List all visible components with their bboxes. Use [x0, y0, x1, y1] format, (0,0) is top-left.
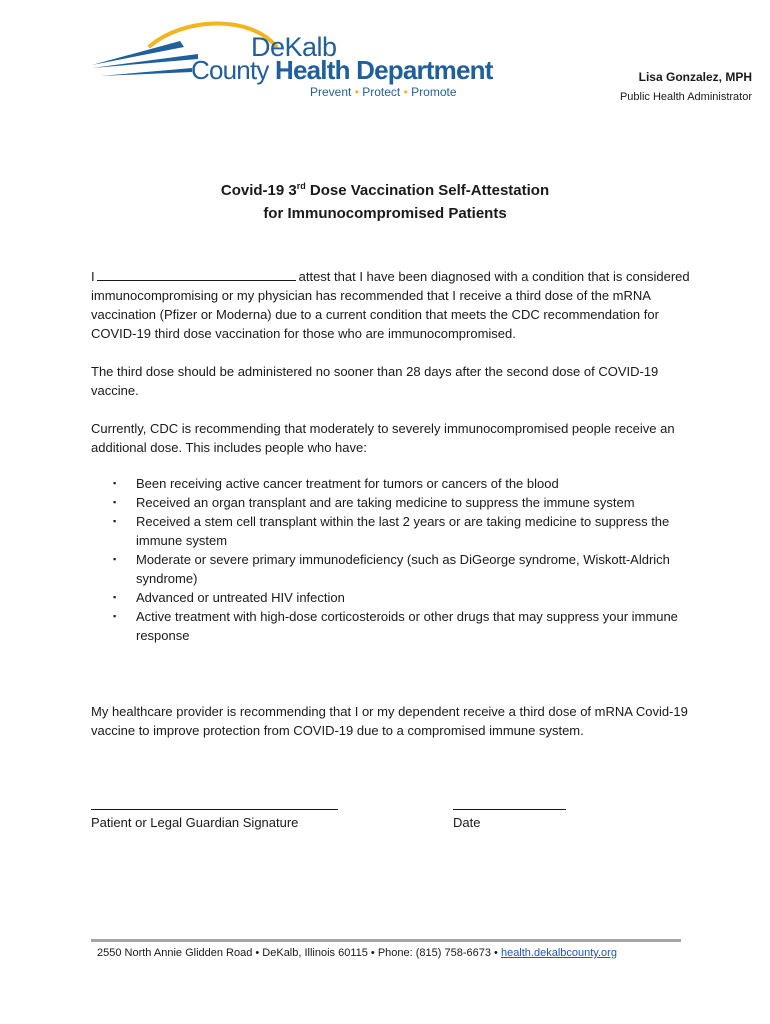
attestation-text: attest that I have been diagnosed with a condition that is considered immunocompromising or my physician has recommended that I receive a third dose of the mRNA vaccination (Pfizer or Moderna) due to a current condition that meets the CDC recommendation for COVID-19 third dose vaccination for those who are immunocompromised.	[91, 269, 690, 341]
document-title	[0, 179, 770, 225]
condition-list	[91, 474, 691, 645]
footer-divider	[91, 939, 681, 942]
tagline-prevent: Prevent	[310, 85, 352, 99]
title-line-1	[0, 179, 770, 202]
administrator-block	[620, 70, 752, 104]
list-item	[91, 550, 691, 588]
tagline-dot: •	[354, 85, 359, 99]
bullet-icon: ▪	[113, 592, 117, 602]
bullet-icon: ▪	[113, 497, 117, 507]
date-label: Date	[453, 815, 481, 830]
administrator-name: Lisa Gonzalez, MPH	[638, 70, 752, 84]
bullet-icon: ▪	[113, 478, 117, 488]
signature-label: Patient or Legal Guardian Signature	[91, 815, 299, 830]
list-item	[91, 512, 691, 550]
administrator-title: Public Health Administrator	[619, 91, 752, 103]
list-item-text: Advanced or untreated HIV infection	[136, 590, 345, 605]
tagline-dot: •	[403, 85, 408, 99]
list-item-text: Moderate or severe primary immunodeficiency (such as DiGeorge syndrome, Wiskott-Aldrich syndrome)	[136, 552, 670, 586]
list-item	[91, 493, 691, 512]
footer-address: 2550 North Annie Glidden Road • DeKalb, Illinois 60115 • Phone: (815) 758-6673 •	[97, 947, 501, 959]
footer-contact	[97, 946, 617, 961]
logo-health-department-text: Health Department	[275, 55, 493, 85]
signature-line[interactable]	[91, 809, 338, 810]
logo-line-county-health	[191, 57, 493, 83]
list-item	[91, 588, 691, 607]
logo-tagline	[310, 86, 457, 98]
title-text-end: Dose Vaccination Self-Attestation	[305, 182, 550, 199]
title-ordinal-suffix: rd	[296, 181, 306, 191]
list-item-text: Been receiving active cancer treatment for tumors or cancers of the blood	[136, 476, 559, 491]
bullet-icon: ▪	[113, 611, 117, 621]
tagline-promote: Promote	[411, 85, 457, 99]
attestation-pronoun: I	[91, 269, 95, 284]
tagline-protect: Protect	[362, 85, 401, 99]
list-item-text: Received a stem cell transplant within the last 2 years or are taking medicine to suppress the immune system	[136, 514, 670, 548]
provider-recommendation-paragraph: My healthcare provider is recommending that I or my dependent receive a third dose of mRNA Covid-19 vaccine to improve protection from COVID-19 due to a compromised immune system.	[91, 704, 688, 738]
name-blank-field[interactable]	[97, 268, 296, 281]
logo-county-text: County	[191, 55, 276, 85]
title-text-start: Covid-19 3	[220, 182, 297, 199]
list-item-text: Active treatment with high-dose corticosteroids or other drugs that may suppress your immune response	[136, 609, 678, 643]
cdc-recommendation-paragraph: Currently, CDC is recommending that moderately to severely immunocompromised people receive an additional dose. This includes people who have:	[91, 421, 675, 455]
date-line[interactable]	[453, 809, 566, 810]
bullet-icon: ▪	[113, 516, 117, 526]
list-item	[91, 474, 691, 493]
logo-line-dekalb: DeKalb	[251, 32, 337, 62]
dekalb-health-logo	[88, 16, 493, 102]
footer-website-link[interactable]: health.dekalbcounty.org	[500, 947, 617, 959]
list-item-text: Received an organ transplant and are taking medicine to suppress the immune system	[136, 495, 635, 510]
bullet-icon: ▪	[113, 554, 117, 564]
list-item	[91, 607, 691, 645]
title-line-2: for Immunocompromised Patients	[263, 205, 507, 222]
dose-timing-paragraph: The third dose should be administered no sooner than 28 days after the second dose of COVID-19 vaccine.	[91, 364, 659, 398]
attestation-paragraph	[91, 267, 691, 343]
